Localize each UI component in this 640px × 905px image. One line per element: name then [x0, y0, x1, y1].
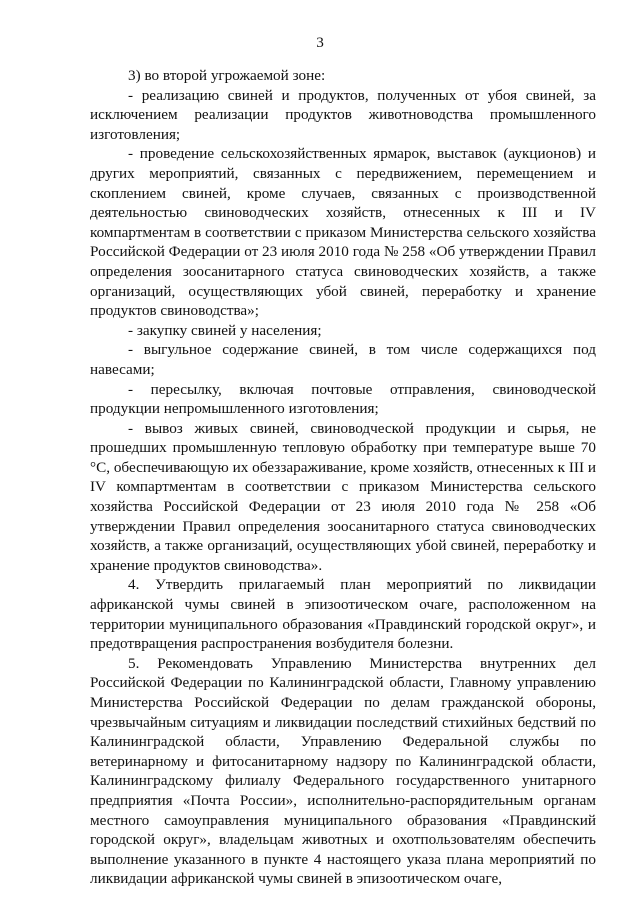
document-body [90, 66, 596, 889]
list-item-fairs: - проведение сельскохозяйственных ярмарок, выставок (аукционов) и других мероприятий, связанных с передвижением, перемещением и скоплением свиней, кроме случаев, связанных с производственной деятельностью свиноводческих хозяйств, отнесенных к III и IV компартментам в соответствии с приказом Министерства сельского хозяйства Российской Федерации от 23 июля 2010 года № 258 «Об утверждении Правил определения зоосанитарного статуса свиноводческих хозяйств, а также организаций, осуществляющих убой свиней, переработку и хранение продуктов свиноводства»; [90, 145, 596, 320]
list-item-free-range: - выгульное содержание свиней, в том числе содержащихся под навесами; [90, 341, 596, 378]
list-item-mailing: - пересылку, включая почтовые отправления, свиноводческой продукции непромышленного изготовления; [90, 380, 596, 418]
section-4-paragraph: 4. Утвердить прилагаемый план мероприятий по ликвидации африканской чумы свиней в эпизоотическом очаге, расположенном на территории муниципального образования «Правдинский городской округ», и предотвращения распространения возбудителя болезни. [90, 576, 596, 653]
list-item-export: - вывоз живых свиней, свиноводческой продукции и сырья, не прошедших промышленную тепловую обработку при температуре выше 70 °С, обеспечивающую их обеззараживание, кроме хозяйств, отнесенных к III и IV компартментам в соответствии с приказом Министерства сельского хозяйства Российской Федерации от 23 июля 2010 года № 258 «Об утверждении Правил определения зоосанитарного статуса свиноводческих хозяйств, а также организаций, осуществляющих убой свиней, переработку и хранение продуктов свиноводства». [90, 419, 596, 574]
list-item-sale: - реализацию свиней и продуктов, полученных от убоя свиней, за исключением реализации продуктов животноводства промышленного изготовления; [90, 86, 596, 143]
section-5-paragraph: 5. Рекомендовать Управлению Министерства внутренних дел Российской Федерации по Калининградской области, Главному управлению Министерства Российской Федерации по делам гражданской обороны, чрезвычайным ситуациям и ликвидации последствий стихийных бедствий по Калининградской области, Управлению Федеральной службы по ветеринарному и фитосанитарному надзору по Калининградской области, Калининградскому филиалу Федерального государственного унитарного предприятия «Почта России», исполнительно-распорядительным органам местного самоуправления муниципального образования «Правдинский городской округ», владельцам животных и охотпользователям обеспечить выполнение указанного в пункте 4 настоящего указа плана мероприятий по ликвидации африканской чумы свиней в эпизоотическом очаге, [90, 654, 596, 888]
zone-heading: 3) во второй угрожаемой зоне: [128, 67, 326, 84]
page-number: 3 [316, 34, 324, 51]
list-item-purchase: - закупку свиней у населения; [128, 321, 322, 339]
